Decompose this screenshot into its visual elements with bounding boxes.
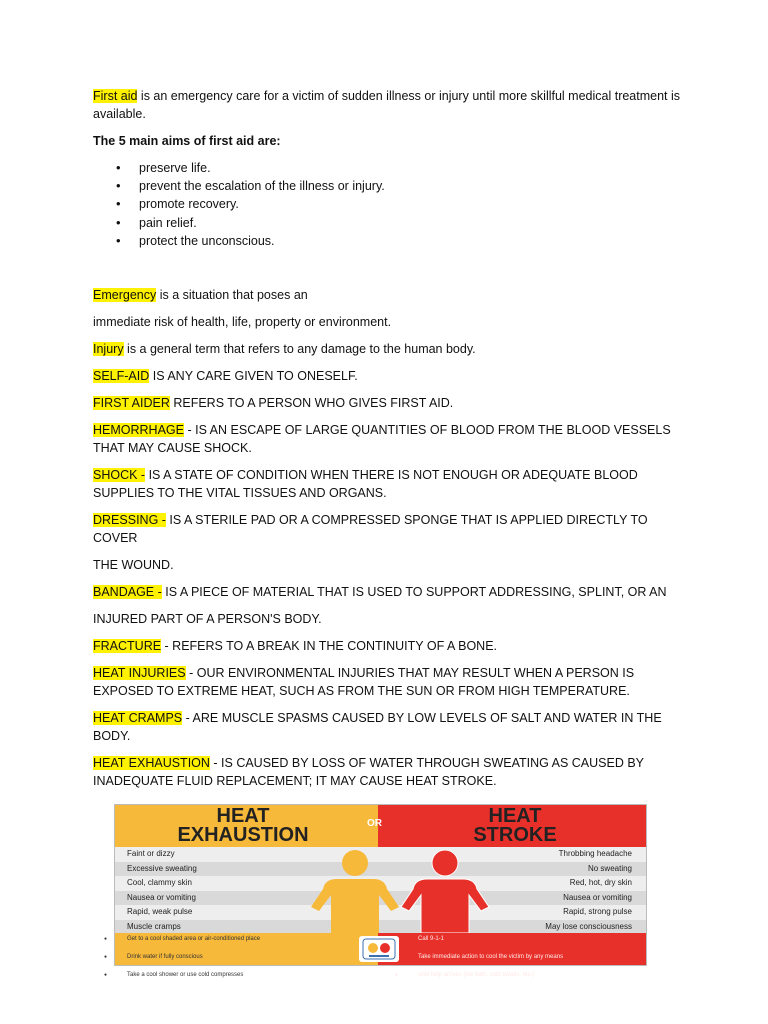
term-highlight: DRESSING - — [93, 512, 166, 527]
symptom-left: Muscle cramps — [127, 921, 181, 931]
list-item: ● until help arrives (ice bath, cold towels, etc.) — [418, 971, 563, 989]
definition-text: - IS CAUSED BY LOSS OF WATER THROUGH SWEATING AS CAUSED BY INADEQUATE FLUID REPLACEMENT; IT MAY CAUSE HEAT STROKE. — [93, 755, 644, 788]
person-red-icon — [401, 850, 489, 933]
or-label: OR — [367, 818, 382, 829]
exhaustion-tips — [127, 935, 260, 990]
term-highlight: HEAT CRAMPS — [93, 710, 183, 725]
intro-text: is an emergency care for a victim of sudden illness or injury until more skillful medical treatment is available. — [93, 89, 681, 121]
list-item: ● Get to a cool shaded area or air-conditioned place — [127, 935, 260, 953]
symptom-right: No sweating — [587, 863, 632, 873]
definition-text: is a situation that poses an — [156, 287, 308, 302]
list-item: • promote recovery. — [139, 195, 683, 213]
title-line: HEAT — [488, 805, 542, 827]
intro-paragraph — [93, 87, 683, 123]
title-line: EXHAUSTION — [177, 824, 309, 846]
term-highlight: HEMORRHAGE — [93, 422, 184, 437]
title-line: HEAT — [216, 805, 270, 827]
definition-text: IS A STATE OF CONDITION WHEN THERE IS NOT ENOUGH OR ADEQUATE BLOOD SUPPLIES TO THE VITAL TISSUES AND ORGANS. — [93, 467, 638, 500]
person-yellow-icon — [311, 850, 399, 933]
stroke-title — [440, 807, 590, 845]
definition-emergency-cont — [93, 313, 683, 331]
definition-text: immediate risk of health, life, property or environment. — [93, 314, 392, 329]
definition-heat-injuries — [93, 664, 683, 700]
list-item: • prevent the escalation of the illness or injury. — [139, 177, 683, 195]
definition-dressing-cont — [93, 556, 683, 574]
definition-bandage-cont — [93, 610, 683, 628]
stroke-tips — [418, 935, 563, 990]
definition-bandage — [93, 583, 683, 601]
definition-hemorrhage — [93, 421, 683, 457]
symptom-right: Red, hot, dry skin — [569, 878, 632, 887]
exhaustion-title — [143, 807, 343, 845]
definition-heat-cramps — [93, 709, 683, 745]
definition-injury — [93, 340, 683, 358]
term-highlight: BANDAGE - — [93, 584, 162, 599]
definition-dressing — [93, 511, 683, 547]
people-figures-icon — [295, 845, 535, 933]
definition-text: - OUR ENVIRONMENTAL INJURIES THAT MAY RESULT WHEN A PERSON IS EXPOSED TO EXTREME HEAT, SUCH AS FROM THE SUN OR FROM HIGH TEMPERATURE. — [93, 665, 635, 698]
definition-self-aid — [93, 367, 683, 385]
definition-text: is a general term that refers to any damage to the human body. — [123, 341, 476, 356]
aims-heading: The 5 main aims of first aid are: — [93, 134, 281, 148]
heat-infographic — [114, 804, 647, 979]
term-highlight: FIRST AIDER — [93, 395, 170, 410]
definition-text: IS A STERILE PAD OR A COMPRESSED SPONGE THAT IS APPLIED DIRECTLY TO COVER — [93, 512, 648, 545]
term-highlight: SHOCK - — [93, 467, 146, 482]
term-highlight: FRACTURE — [93, 638, 162, 653]
term-highlight: HEAT EXHAUSTION — [93, 755, 210, 770]
title-line: STROKE — [473, 824, 557, 846]
list-item: ● Take a cool shower or use cold compresses — [127, 971, 260, 989]
list-item: • protect the unconscious. — [139, 232, 683, 250]
term-highlight: HEAT INJURIES — [93, 665, 186, 680]
list-item: ● Call 9-1-1 — [418, 935, 563, 953]
symptom-left: Nausea or vomiting — [127, 892, 196, 902]
document-body — [93, 87, 683, 799]
definition-shock — [93, 466, 683, 502]
county-logo-icon — [359, 936, 399, 962]
term-highlight: Injury — [93, 341, 124, 356]
definition-text: IS ANY CARE GIVEN TO ONESELF. — [149, 368, 358, 383]
definition-text: IS A PIECE OF MATERIAL THAT IS USED TO SUPPORT ADDRESSING, SPLINT, OR AN — [161, 584, 667, 599]
definition-text: THE WOUND. — [93, 557, 174, 572]
definition-text: - REFERS TO A BREAK IN THE CONTINUITY OF A BONE. — [161, 638, 498, 653]
term-highlight: Emergency — [93, 287, 157, 302]
definition-emergency — [93, 286, 683, 304]
definition-text: REFERS TO A PERSON WHO GIVES FIRST AID. — [169, 395, 454, 410]
list-item: ● Take immediate action to cool the victim by any means — [418, 953, 563, 971]
symptom-right: May lose consciousness — [545, 921, 632, 931]
aims-list — [93, 159, 683, 250]
symptom-left: Faint or dizzy — [127, 849, 175, 858]
list-item: • preserve life. — [139, 159, 683, 177]
definition-text: INJURED PART OF A PERSON'S BODY. — [93, 611, 322, 626]
definition-text: - ARE MUSCLE SPASMS CAUSED BY LOW LEVELS OF SALT AND WATER IN THE BODY. — [93, 710, 662, 743]
definition-fracture — [93, 637, 683, 655]
definition-heat-exhaustion — [93, 754, 683, 790]
list-item: ● Drink water if fully conscious — [127, 953, 260, 971]
list-item: • pain relief. — [139, 214, 683, 232]
symptom-left: Cool, clammy skin — [127, 878, 192, 887]
intro-term: First aid — [93, 89, 138, 103]
symptom-right: Nausea or vomiting — [563, 892, 632, 902]
symptom-left: Rapid, weak pulse — [127, 907, 193, 916]
symptom-left: Excessive sweating — [127, 863, 197, 873]
symptom-right: Rapid, strong pulse — [563, 907, 632, 916]
definition-first-aider — [93, 394, 683, 412]
definition-text: - IS AN ESCAPE OF LARGE QUANTITIES OF BLOOD FROM THE BLOOD VESSELS THAT MAY CAUSE SHOCK. — [93, 422, 671, 455]
term-highlight: SELF-AID — [93, 368, 150, 383]
symptom-right: Throbbing headache — [558, 849, 632, 858]
